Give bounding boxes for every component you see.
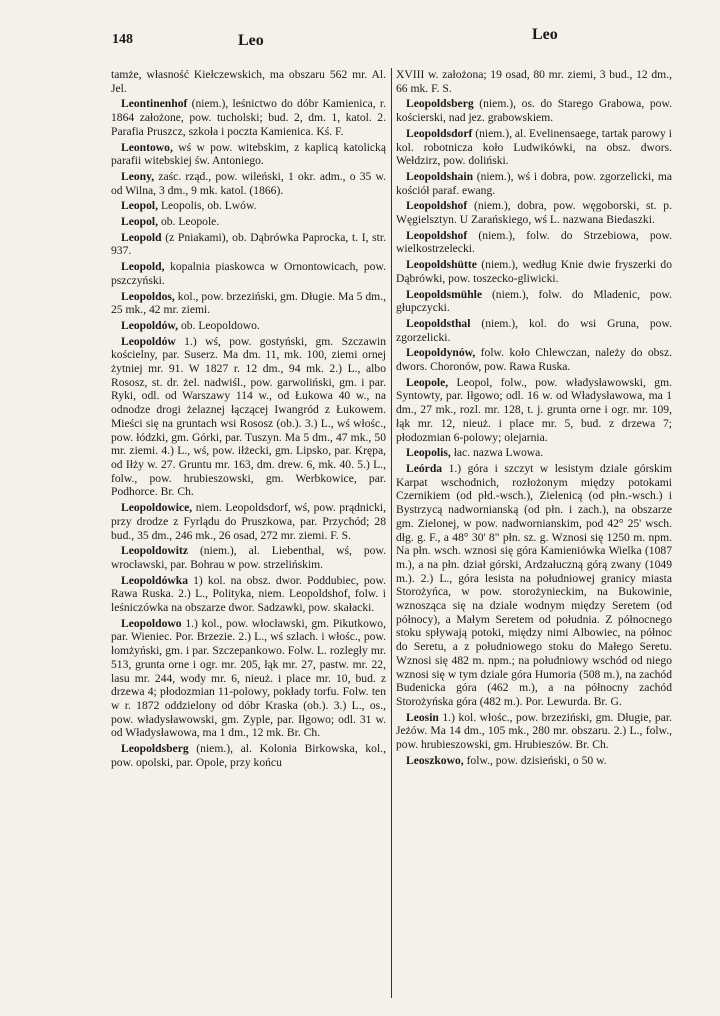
entry-headword: Leopoldów, — [121, 318, 179, 332]
left-column — [111, 68, 391, 998]
dictionary-entry — [396, 127, 672, 168]
dictionary-entry — [111, 170, 386, 197]
right-column — [392, 68, 672, 998]
page-header — [112, 22, 672, 48]
entry-text: tamże, własność Kiełczewskich, ma obszaru 562 mr. Al. Jel. — [111, 68, 386, 95]
entry-headword: Leopoldowo — [121, 616, 182, 630]
dictionary-entry — [111, 68, 386, 95]
running-head-left: Leo — [238, 32, 264, 49]
entry-headword: Leopoldynów, — [406, 346, 476, 360]
entry-headword: Leopoldsdorf — [406, 126, 473, 140]
running-head-right: Leo — [532, 26, 558, 43]
dictionary-entry — [111, 335, 386, 499]
entry-text: 1.) kol. włośc., pow. brzeziński, gm. Długie, par. Jeżów. Ma 14 dm., 105 mk., 280 mr. obszaru. 2.) L., folw., pow. hrubieszowski, gm. Hrubieszów. Br. Ch. — [396, 710, 672, 752]
entry-text: folw., pow. dzisieński, o 50 w. — [466, 753, 607, 767]
dictionary-entry — [396, 446, 672, 460]
entry-headword: Leopoldsberg — [121, 742, 189, 756]
dictionary-entry — [396, 711, 672, 752]
entry-text: (niem.), al. Kolonia Birkowska, kol., pow. opolski, par. Opole, przy końcu — [111, 742, 386, 769]
entry-text: (niem.), folw. do Mladenic, pow. głupczycki. — [396, 287, 672, 315]
entry-text: (niem.), wś i dobra, pow. zgorzelicki, ma kościół paraf. ewang. — [396, 169, 672, 197]
entry-text: (niem.), os. do Starego Grabowa, pow. kościerski, nad jez. grabowskiem. — [396, 97, 672, 125]
dictionary-entry — [111, 617, 386, 740]
entry-headword: Leopoldshain — [406, 169, 474, 183]
text-columns — [111, 68, 673, 998]
dictionary-entry — [396, 317, 672, 344]
entry-headword: Leopoldshütte — [406, 258, 477, 272]
dictionary-entry — [111, 319, 386, 333]
entry-text: 1.) wś, pow. gostyński, gm. Szczawin kościelny, par. Suserz. Ma dm. 11, mk. 100, ziemi ornej żytniej mr. 91. W 1827 r. 12 dm., 94 mk. 2.) L., albo Rososz, st. dr. żel. nadwiśl., pow. garwoliński, gm. i par. Ryki, odl. od Warszawy 114 w., od Łukowa 40 w., na odnodze drogi żelaznej łączącej Iwangród z Łukowem. Mieści się na gruntach wsi Rososz (ob.). 3.) L., wś włośc., pow. łódzki, gm. Górki, par. Tuszyn. Ma 5 dm., 47 mk., 50 mr. ziemi. 4.) L., wś, pow. iłżecki, gm. Lipsko, par. Krępa, od Iłży w. 27. Gruntu mr. 163, dm. drew. 6, mk. 40. 5.) L., folw., pow. hrubieszowski, gm. Werbkowice, par. Podhorce. Br. Ch. — [111, 334, 386, 499]
entry-text: ob. Leopoldowo. — [180, 318, 260, 332]
entry-headword: Leontowo, — [121, 140, 173, 154]
entry-text: kopalnia piaskowca w Ornontowicach, pow. pszczyński. — [111, 260, 386, 287]
entry-text: 1.) kol., pow. włocławski, gm. Pikutkowo, par. Wieniec. Por. Brzezie. 2.) L., wś szlach. i włośc., pow. łomżyński, gm. i par. Szczepankowo. Folw. L. rozległy mr. 513, grunta orne i ogr. mr. 205, łąk mr. 27, pastw. mr. 22, lasu mr. 244, wody mr. 6, nieuż. i place mr. 10, bud. z drzewa 4; płodozmian 11-polowy, pokłady torfu. Folw. ten w r. 1872 oddzielony od dóbr Kraska (ob.). 3.) L., os., pow. władysławowski, gm. Zyple, par. Iłgowo; odl. 31 w. od Władysławowa, ma 1 dm., 12 mk. Br. Ch. — [111, 616, 386, 740]
entry-headword: Leopol, — [121, 199, 159, 213]
entry-headword: Leoszkowo, — [406, 753, 464, 767]
dictionary-entry — [111, 199, 386, 213]
entry-headword: Leopolis, — [406, 446, 451, 460]
dictionary-entry — [111, 97, 386, 138]
entry-headword: Leopoldsmühle — [406, 287, 483, 301]
entry-headword: Leopol, — [121, 215, 159, 229]
entry-text: 1.) góra i szczyt w lesistym dziale górskim Karpat wschodnich, rozłożonym między potokami Czernikiem (od płd.-wsch.), Zielenicą (od płn.-wsch.) i Bystrzycą nadwornianską (od płn. i zach.), na obszarze gm. Zielonej, w pow. nadwornianskim, pod 42° 25' wsch. dłg. g. F., a 48° 30' 8" płn. sz. g. Wznosi się 1250 m. npm. Na płn. wsch. wznosi się góra Kamieniówka Wielka (1087 m.), a na płn. dział górski, Ardzałuczną górą zwany (1049 m.). 2.) L., góra lesista na południowej granicy miasta Storożyńca, w pow. storożynieckim, na Bukowinie, wznosząca się na dziale wodnym między Seretem (od północy), a Małym Seretem od południa. Z północnego stoku spływają potoki, między nimi Albowiec, na północ do Seretu, a z południowego stoku do Małego Seretu. Wznosi się 482 m. npm.; na południowy wschód od niego wznosi się w tym dziale góra Humoria (508 m.), na zachód Budenicka góra (462 m.), a na północny zachód Storożyńska góra (482 m.). Por. Lewurda. Br. G. — [396, 461, 672, 708]
entry-text: ob. Leopole. — [160, 215, 220, 229]
entry-headword: Leopoldówka — [121, 573, 189, 587]
page-number: 148 — [112, 32, 133, 47]
entry-headword: Leopoldshof — [406, 228, 468, 242]
entry-text: kol., pow. brzeziński, gm. Długie. Ma 5 dm., 25 mk., 42 mr. ziemi. — [111, 289, 386, 317]
entry-headword: Leony, — [121, 169, 155, 183]
dictionary-entry — [111, 501, 386, 542]
dictionary-entry — [396, 376, 672, 445]
entry-text: folw. koło Chlewczan, należy do obsz. dwors. Choronów, pow. Rawa Ruska. — [396, 346, 672, 374]
entry-text: (niem.), al. Liebenthal, wś, pow. wrocławski, par. Bohrau w pow. strzelińskim. — [111, 544, 386, 571]
entry-text: Leopolis, ob. Lwów. — [160, 199, 257, 213]
dictionary-entry — [396, 258, 672, 285]
entry-headword: Leosin — [406, 710, 439, 724]
dictionary-entry — [396, 462, 672, 709]
entry-text: (z Pniakami), ob. Dąbrówka Paprocka, t. I, str. 937. — [111, 230, 386, 258]
dictionary-entry — [396, 346, 672, 373]
entry-text: łac. nazwa Lwowa. — [453, 446, 544, 460]
entry-text: Leopol, folw., pow. władysławowski, gm. Syntowty, par. Iłgowo; odl. 16 w. od Władysławowa, ma 1 dm., 27 mk., rozl. mr. 128, t. j. grunta orne i ogr. mr. 109, łąk mr. 12, nieuż. i place mr. 5, bud. z drzewa 7; płodozmian 6-polowy; olejarnia. — [396, 375, 672, 444]
dictionary-entry — [111, 231, 386, 258]
dictionary-entry — [396, 199, 672, 226]
dictionary-entry — [396, 170, 672, 197]
entry-headword: Leopoldshof — [406, 199, 468, 213]
dictionary-entry — [111, 544, 386, 571]
entry-headword: Leórda — [406, 461, 443, 475]
dictionary-entry — [396, 288, 672, 315]
dictionary-entry — [111, 574, 386, 615]
entry-headword: Leopold — [121, 230, 162, 244]
entry-headword: Leopoldowitz — [121, 544, 188, 558]
dictionary-entry — [111, 742, 386, 769]
entry-text: (niem.), kol. do wsi Gruna, pow. zgorzelicki. — [396, 316, 672, 344]
entry-text: (niem.), leśnictwo do dóbr Kamienica, r. 1864 założone, pow. tucholski; bud. 2, dm. 1, katol. 2. Parafia Pruszcz, szkoła i poczta Kamienica. Kś. F. — [111, 97, 387, 138]
entry-headword: Leopole, — [406, 375, 449, 389]
entry-text: zaśc. rząd., pow. wileński, 1 okr. adm., o 35 w. od Wilna, 3 dm., 9 mk. katol. (1866). — [111, 169, 387, 197]
entry-text: XVIII w. założona; 19 osad, 80 mr. ziemi, 3 bud., 12 dm., 66 mk. F. S. — [396, 68, 672, 95]
entry-text: (niem.), folw. do Strzebiowa, pow. wielkostrzelecki. — [396, 228, 672, 256]
dictionary-entry — [111, 260, 386, 287]
entry-text: wś w pow. witebskim, z kaplicą katolicką parafii witebskiej św. Antoniego. — [111, 140, 386, 168]
entry-text: (niem.), dobra, pow. węgoborski, st. p. Węgielsztyn. U Zarańskiego, wś L. nazwana Biedaszki. — [396, 199, 672, 227]
entry-headword: Leopoldów — [121, 334, 176, 348]
entry-headword: Leopoldsberg — [406, 97, 474, 111]
entry-text: 1) kol. na obsz. dwor. Poddubiec, pow. Rawa Ruska. 2.) L., Polityka, niem. Leopoldshof, folw. i leśniczówka na obszarze dwor. Sadzawki, pow. skałacki. — [111, 573, 386, 615]
dictionary-entry — [111, 215, 386, 229]
entry-text: (niem.), al. Evelinensaege, tartak parowy i kol. robotnicza koło Ludwikówki, na obsz. dwors. Wełdzirz, pow. doliński. — [396, 126, 672, 168]
dictionary-entry — [396, 229, 672, 256]
entry-text: niem. Leopoldsdorf, wś, pow. prądnicki, przy drodze z Fyrlądu do Pruszkowa, par. Przychód; 28 bud., 35 dm., 246 mk., 26 osad, 272 mr. ziemi. F. S. — [111, 501, 386, 542]
entry-headword: Leontinenhof — [121, 97, 188, 111]
entry-headword: Leopoldowice, — [121, 501, 193, 515]
dictionary-entry — [396, 68, 672, 95]
dictionary-entry — [396, 754, 672, 768]
entry-text: (niem.), według Knie dwie fryszerki do Dąbrówki, pow. toszecko-gliwicki. — [396, 258, 672, 285]
entry-headword: Leopoldos, — [121, 289, 175, 303]
dictionary-entry — [111, 141, 386, 168]
dictionary-entry — [396, 97, 672, 124]
entry-headword: Leopold, — [121, 260, 165, 274]
dictionary-entry — [111, 290, 386, 317]
entry-headword: Leopoldsthal — [406, 316, 471, 330]
